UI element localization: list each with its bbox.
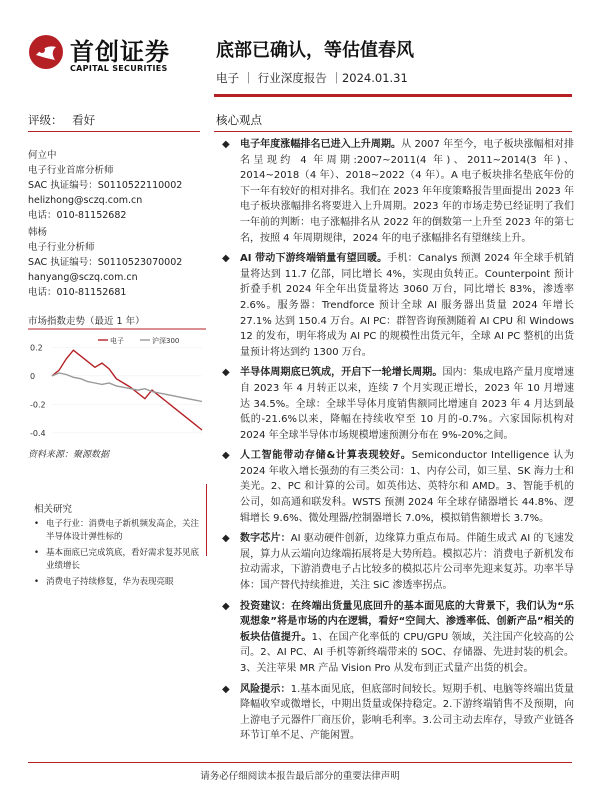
related-research-item[interactable]: • 消费电子持续修复，华为表现亮眼 [34,576,202,589]
core-views-title: 核心观点 [216,113,262,127]
analyst-sac: SAC 执证编号：S0110522110002 [28,180,183,191]
index-trend-chart [28,328,206,446]
core-view-text: AI 驱动硬件创新，边缘算力重点布局。伴随生成式 AI 的飞速发展，算力从云端向边缘端拓展将是大势所趋。模拟芯片：消费电子新机发布拉动需求，下游消费电子占比较多的模拟芯片公司率先迎来复苏。功率半导体：国产替代持续推进，关注 SiC 渗透率拐点。 [240,533,574,592]
legend-label: 沪深300 [152,337,180,345]
rating [28,112,95,128]
core-view-item [222,137,574,246]
rating-value: 看好 [72,113,96,127]
report-subtitle: 电子 ｜ 行业深度报告 ｜2024.01.31 [216,71,408,85]
chart-title: 市场指数走势（最近 1 年） [28,316,145,327]
core-view-text: Semiconductor Intelligence 认为 2024 年收入增长强劲的有三类公司：1、内存公司，如三星、SK 海力士和美光。2、PC 和计算的公司。如英伟达、英特尔和 AMD。3、智能手机的公司，如高通和联发科。WSTS 预测 2024 年全球存储器增长 44.8%、逻辑增长 9.6%、微处理器/控制器增长 7.0%，模拟销售额增长 3.7%。 [240,450,574,524]
core-view-heading: 半导体周期底已筑成，开启下一轮增长周期。 [240,367,443,379]
legal-notice: 请务必仔细阅读本报告最后部分的重要法律声明 [200,771,400,782]
core-view-item [222,251,574,360]
analyst-phone: 电话：010-81152682 [28,210,127,221]
bullet-icon: ◆ [222,533,230,545]
core-view-text: 1.基本面见底，但底部时间较长。短期手机、电脑等终端出货量降幅收窄或微增长，中期出货量或保持稳定。2.下游终端销售不及预期，向上游电子元器件厂商压价，影响毛利率。3.公司主动去库存，导致产业链各环节订单不足、产能闲置。 [240,683,575,742]
core-view-text: 国内：集成电路产量月度增速自 2023 年 4 月转正以来，连续 7 个月实现正增长，2023 年 10 月增速达 34.5%。全球：全球半导体月度销售额同比增速自 2023 年 4 月达到最低的-21.6%以来，降幅在持续收窄至 10 月的-0.7%。六家国际机构对 2024 年全球半导体市场规模增速预测分布在 9%-20%之间。 [240,367,574,441]
related-research-list [34,518,202,592]
y-tick-label: -0.2 [30,400,46,410]
bullet-icon: ◆ [222,253,230,265]
report-title: 底部已确认，等估值春风 [216,40,414,61]
header-divider [214,94,572,97]
analyst-role: 电子行业首席分析师 [28,165,114,176]
series-line-csi300 [52,373,202,402]
analyst-sac: SAC 执证编号：S0110523070002 [28,257,183,268]
core-view-heading: AI 带动下游终端销量有望回暖。 [240,253,388,265]
core-view-item [222,531,574,593]
analyst-phone: 电话：010-81152681 [28,287,127,298]
core-view-heading: 风险提示： [240,683,291,695]
core-views-body [222,137,574,749]
logo-english-name: CAPITAL SECURITIES [70,64,168,73]
y-tick-label: -0.4 [30,428,46,438]
bullet-icon: ◆ [222,367,230,379]
analyst-email[interactable]: helizhong@sczq.com.cn [28,195,143,206]
legend-label: 电子 [110,337,124,345]
core-view-item [222,448,574,526]
analyst-role: 电子行业分析师 [28,242,95,253]
core-view-text: 从 2007 年至今，电子板块涨幅相对排名呈现约 4 年周期:2007~2011(4 年)、2011~2014(3 年)、2014~2018（4 年）、2018~2022（4 年）。A 电子板块排名垫底年份的下一年有较好的相对排名。我们在 2023 年年度策略报告里面提出 2023 年电子板块涨幅排名将要进入上升周期。2023 年的市场走势已经证明了我们一年前的判断：电子涨幅排名从 2022 年的倒数第一上升至 2023 年的第七名，按照 4 年周期规律，2024 年的电子涨幅排名有望继续上升。 [240,139,575,244]
logo-chinese-name: 首创证券 [70,38,170,66]
footer-divider [28,762,572,763]
core-view-text: 手机：Canalys 预测 2024 年全球手机销量将达到 11.7 亿部，同比增长 4%，实现由负转正。Counterpoint 预计折叠手机 2024 年全年出货量将达 3060 万台，同比增长 83%，渗透率 2.6%。服务器：Trendforce 预计全球 AI 服务器出货量 2024 年增长 27.1% 达到 150.4 万台。AI PC：群智咨询预测随着 AI CPU 和 Windows 12 的发布，明年将成为 AI PC 的规模性出货元年，全球 AI PC 整机的出货量预计将达到约 1300 万台。 [240,253,575,358]
left-section-divider [28,131,200,132]
rating-label: 评级： [28,113,63,127]
core-view-item [222,682,574,744]
core-view-item [222,365,574,443]
related-divider [206,484,207,556]
related-research-title: 相关研究 [34,504,73,515]
y-tick-label: 0 [30,371,36,381]
related-research-item[interactable]: • 基本面底已完成筑底，看好需求复苏见底业绩增长 [34,547,202,573]
core-view-heading: 数字芯片： [240,533,291,545]
series-line-electronics [52,350,202,430]
analyst-block [28,148,182,223]
analyst-name: 何立中 [28,150,57,161]
related-research-item[interactable]: • 电子行业：消费电子新机频发高企，关注半导体设计弹性标的 [34,518,202,544]
bullet-icon: ◆ [222,683,230,695]
bullet-icon: ◆ [222,600,230,612]
analyst-name: 韩杨 [28,227,48,238]
bullet-icon: ◆ [222,139,230,150]
analyst-email[interactable]: hanyang@sczq.com.cn [28,272,138,283]
capital-securities-logo-icon [28,34,64,70]
company-logo [28,32,198,80]
chart-source: 资料来源：聚源数据 [28,450,110,460]
core-view-item [222,599,574,677]
bullet-icon: ◆ [222,450,230,462]
core-view-text: 1、在国产化率低的 CPU/GPU 领域，关注国产化较高的公司。2、AI PC、AI 手机等新终端带来的 SOC、存储器、先进封装的机会。3、关注苹果 MR 产品 Vision Pro 从发布到正式量产出货的机会。 [240,631,574,674]
core-view-heading: 投资建议：在终端出货量见底回升的基本面见底的大背景下，我们认为“乐观想象”将是市场的内在逻辑，看好“空间大、渗透率低、创新产品”相关的板块估值提升。 [240,600,574,643]
chart-canvas [28,328,206,446]
right-section-divider [214,131,572,132]
core-view-heading: 电子年度涨幅排名已进入上升周期。 [240,139,402,150]
y-tick-label: 0.2 [30,343,43,353]
core-view-heading: 人工智能带动存储&计算表现较好。 [240,450,412,462]
analyst-block [28,225,182,300]
